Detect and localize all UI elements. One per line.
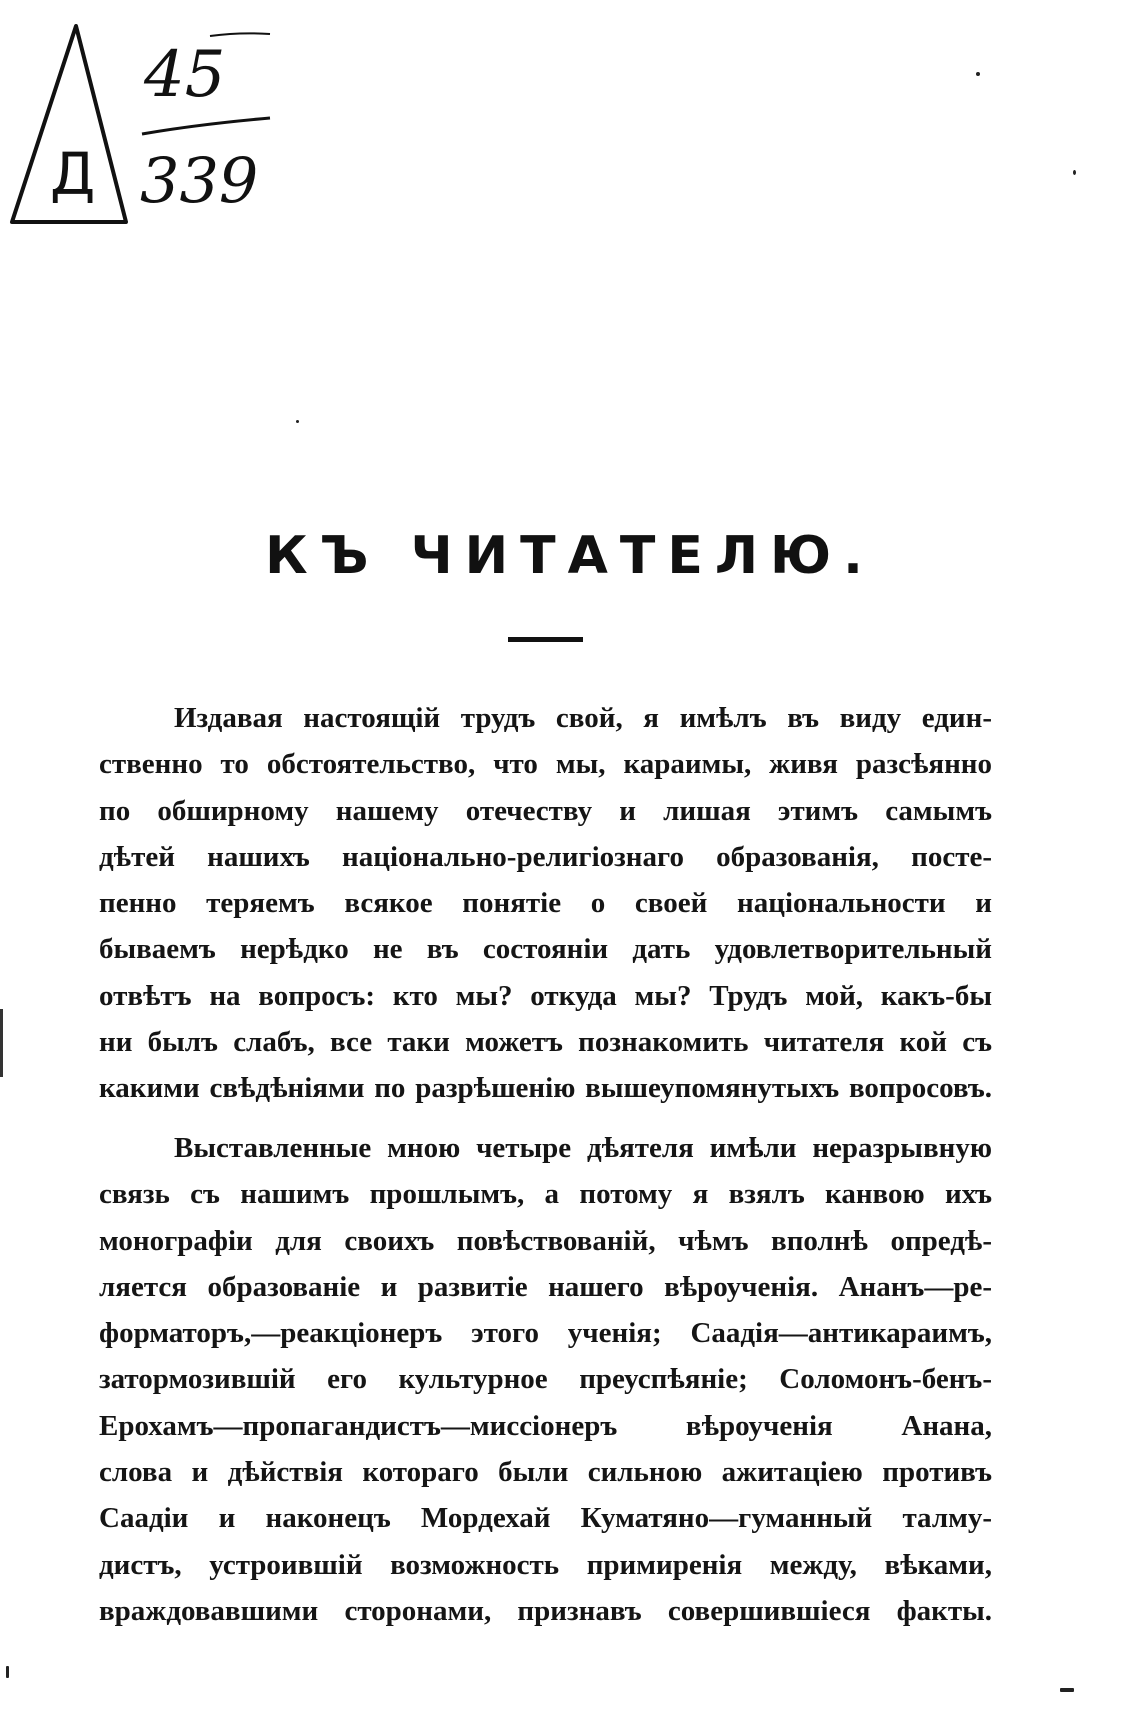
paragraph-2 [99, 1125, 992, 1634]
text-line: бываемъ нерѣдко не въ состояніи дать удовлетворительный [99, 933, 992, 966]
paragraph-1 [99, 695, 992, 1112]
page-title: КЪ ЧИТАТЕЛЮ. [265, 526, 875, 586]
text-line: монографіи для своихъ повѣствованій, чѣмъ вполнѣ опредѣ- [99, 1224, 992, 1257]
scan-speck [296, 420, 299, 423]
text-line: ни былъ слабъ, все таки можетъ познакомить читателя кой съ [99, 1026, 992, 1059]
text-line: Ерохамъ—пропагандистъ—миссіонеръ вѣроученія Анана, [99, 1409, 992, 1442]
text-line: дистъ, устроившій возможность примиренія между, вѣками, [99, 1548, 992, 1581]
scan-speck [976, 72, 980, 76]
handwritten-shelf-mark [140, 30, 300, 220]
text-line: Издавая настоящій трудъ свой, я имѣлъ въ виду един- [174, 702, 992, 734]
text-line: Саадіи и наконецъ Мордехай Куматяно—гуманный талму- [99, 1502, 992, 1535]
text-line: дѣтей нашихъ національно-религіознаго образованія, посте- [99, 840, 992, 873]
scan-edge-mark [0, 1009, 3, 1077]
text-line: пенно теряемъ всякое понятіе о своей національности и [99, 887, 992, 920]
text-line: отвѣтъ на вопросъ: кто мы? откуда мы? Трудъ мой, какъ-бы [99, 979, 992, 1012]
scan-speck [1073, 170, 1076, 175]
shelf-mark-top: 45 [144, 38, 226, 112]
text-line: Выставленные мною четыре дѣятеля имѣли неразрывную [174, 1132, 992, 1164]
text-line: ляется образованіе и развитіе нашего вѣроученія. Ананъ—ре- [99, 1270, 992, 1303]
text-line: ственно то обстоятельство, что мы, караимы, живя разсѣянно [99, 748, 992, 781]
scan-speck [6, 1666, 9, 1678]
library-stamp [6, 22, 130, 230]
scan-speck [1060, 1688, 1074, 1692]
text-line: по обширному нашему отечеству и лишая этимъ самымъ [99, 794, 992, 827]
text-line: враждовавшими сторонами, признавъ совершившіеся факты. [99, 1594, 992, 1627]
stamp-letter: Д [50, 140, 96, 208]
text-line: слова и дѣйствія котораго были сильною ажитаціею противъ [99, 1456, 992, 1489]
text-line: какими свѣдѣніями по разрѣшенію вышеупомянутыхъ вопросовъ. [99, 1072, 992, 1105]
shelf-mark-bottom: 339 [140, 144, 259, 217]
text-line: форматоръ,—реакціонеръ этого ученія; Саадія—антикараимъ, [99, 1317, 992, 1350]
text-line: затормозившій его культурное преуспѣяніе; Соломонъ-бенъ- [99, 1363, 992, 1396]
title-rule [508, 637, 583, 642]
text-line: связь съ нашимъ прошлымъ, а потому я взялъ канвою ихъ [99, 1178, 992, 1211]
